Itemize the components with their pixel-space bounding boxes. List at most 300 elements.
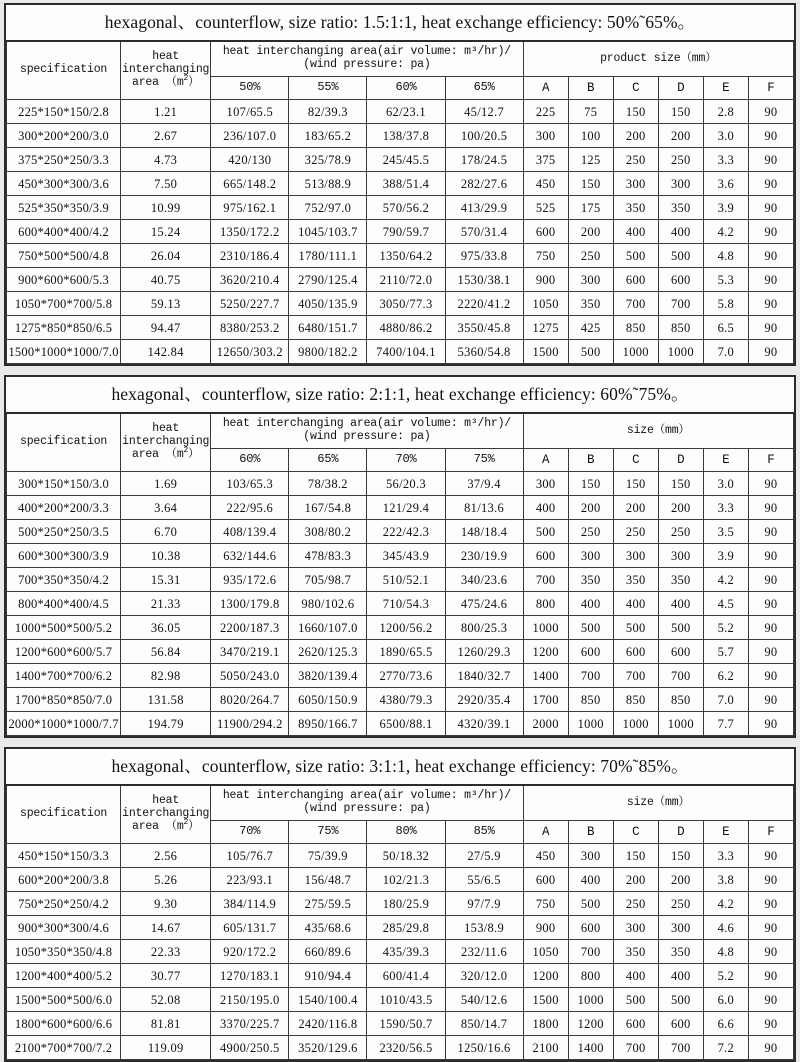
cell-dimension-e: 3.3 [703, 496, 748, 520]
col-header-dimension-c: C [613, 449, 658, 472]
cell-heat-area: 7.50 [121, 172, 211, 196]
table-row [7, 916, 794, 940]
cell-airflow-pressure: 1530/38.1 [445, 268, 523, 292]
cell-dimension-e: 7.2 [703, 1036, 748, 1060]
cell-dimension-c: 250 [613, 892, 658, 916]
cell-dimension-c: 350 [613, 940, 658, 964]
cell-dimension-d: 300 [658, 172, 703, 196]
cell-heat-area: 36.05 [121, 616, 211, 640]
cell-airflow-pressure: 3470/219.1 [211, 640, 289, 664]
cell-dimension-d: 350 [658, 940, 703, 964]
cell-dimension-f: 90 [748, 964, 793, 988]
cell-airflow-pressure: 600/41.4 [367, 964, 445, 988]
heat-area-line2: interchanging [122, 63, 210, 77]
cell-dimension-f: 90 [748, 148, 793, 172]
cell-dimension-c: 700 [613, 292, 658, 316]
cell-dimension-c: 300 [613, 916, 658, 940]
cell-dimension-e: 4.2 [703, 568, 748, 592]
cell-heat-area: 82.98 [121, 664, 211, 688]
col-header-dimension-d: D [658, 77, 703, 100]
cell-specification: 1275*850*850/6.5 [7, 316, 121, 340]
table-2 [6, 377, 794, 736]
table-row [7, 712, 794, 736]
col-header-efficiency: 80% [367, 821, 445, 844]
cell-dimension-d: 600 [658, 268, 703, 292]
cell-specification: 1500*500*500/6.0 [7, 988, 121, 1012]
table-row [7, 664, 794, 688]
cell-airflow-pressure: 1045/103.7 [289, 220, 367, 244]
cell-airflow-pressure: 2220/41.2 [445, 292, 523, 316]
cell-dimension-a: 1500 [523, 340, 568, 364]
cell-dimension-f: 90 [748, 1012, 793, 1036]
cell-dimension-d: 250 [658, 520, 703, 544]
table-row [7, 100, 794, 124]
cell-airflow-pressure: 236/107.0 [211, 124, 289, 148]
col-header-efficiency: 70% [211, 821, 289, 844]
cell-airflow-pressure: 308/80.2 [289, 520, 367, 544]
cell-airflow-pressure: 2150/195.0 [211, 988, 289, 1012]
cell-airflow-pressure: 62/23.1 [367, 100, 445, 124]
cell-dimension-b: 1000 [568, 712, 613, 736]
cell-dimension-d: 850 [658, 688, 703, 712]
cell-dimension-d: 1000 [658, 340, 703, 364]
cell-dimension-f: 90 [748, 844, 793, 868]
group-header-product-size: product size（mm） [523, 41, 793, 77]
airflow-line2: (wind pressure: pa) [303, 802, 431, 815]
cell-dimension-c: 400 [613, 592, 658, 616]
cell-dimension-a: 2100 [523, 1036, 568, 1060]
cell-airflow-pressure: 910/94.4 [289, 964, 367, 988]
cell-dimension-f: 90 [748, 892, 793, 916]
cell-heat-area: 14.67 [121, 916, 211, 940]
table-row [7, 640, 794, 664]
cell-heat-area: 59.13 [121, 292, 211, 316]
cell-airflow-pressure: 1540/100.4 [289, 988, 367, 1012]
cell-airflow-pressure: 282/27.6 [445, 172, 523, 196]
cell-airflow-pressure: 935/172.6 [211, 568, 289, 592]
col-header-efficiency: 50% [211, 77, 289, 100]
airflow-line1: heat interchanging area(air volume: m³/hr)/ [222, 45, 512, 59]
cell-dimension-a: 1000 [523, 616, 568, 640]
cell-dimension-c: 600 [613, 1012, 658, 1036]
cell-dimension-d: 250 [658, 892, 703, 916]
cell-dimension-a: 1200 [523, 640, 568, 664]
table-title: hexagonal、counterflow, size ratio: 3:1:1, heat exchange efficiency: 70%˜85%。 [7, 749, 794, 785]
cell-heat-area: 26.04 [121, 244, 211, 268]
table-row [7, 520, 794, 544]
cell-dimension-c: 150 [613, 472, 658, 496]
cell-airflow-pressure: 605/131.7 [211, 916, 289, 940]
cell-dimension-b: 75 [568, 100, 613, 124]
cell-dimension-f: 90 [748, 496, 793, 520]
cell-airflow-pressure: 1270/183.1 [211, 964, 289, 988]
col-header-efficiency: 55% [289, 77, 367, 100]
cell-dimension-e: 7.7 [703, 712, 748, 736]
cell-airflow-pressure: 920/172.2 [211, 940, 289, 964]
cell-specification: 900*300*300/4.6 [7, 916, 121, 940]
cell-dimension-f: 90 [748, 592, 793, 616]
cell-specification: 450*300*300/3.6 [7, 172, 121, 196]
cell-airflow-pressure: 103/65.3 [211, 472, 289, 496]
cell-airflow-pressure: 705/98.7 [289, 568, 367, 592]
cell-airflow-pressure: 800/25.3 [445, 616, 523, 640]
heat-area-line3: area $(m^2)$ [132, 818, 200, 833]
spec-table-block [4, 747, 796, 1062]
cell-airflow-pressure: 408/139.4 [211, 520, 289, 544]
cell-airflow-pressure: 1250/16.6 [445, 1036, 523, 1060]
cell-dimension-b: 1200 [568, 1012, 613, 1036]
cell-dimension-a: 450 [523, 172, 568, 196]
table-row [7, 868, 794, 892]
cell-airflow-pressure: 413/29.9 [445, 196, 523, 220]
cell-specification: 1200*400*400/5.2 [7, 964, 121, 988]
col-header-specification: specification [7, 41, 121, 100]
cell-dimension-b: 150 [568, 472, 613, 496]
cell-airflow-pressure: 78/38.2 [289, 472, 367, 496]
cell-airflow-pressure: 7400/104.1 [367, 340, 445, 364]
cell-airflow-pressure: 1010/43.5 [367, 988, 445, 1012]
cell-dimension-b: 500 [568, 892, 613, 916]
cell-dimension-e: 7.0 [703, 340, 748, 364]
col-header-efficiency: 85% [445, 821, 523, 844]
cell-specification: 1050*350*350/4.8 [7, 940, 121, 964]
cell-specification: 600*300*300/3.9 [7, 544, 121, 568]
table-row [7, 220, 794, 244]
cell-dimension-d: 1000 [658, 712, 703, 736]
cell-airflow-pressure: 275/59.5 [289, 892, 367, 916]
cell-airflow-pressure: 9800/182.2 [289, 340, 367, 364]
cell-dimension-a: 600 [523, 868, 568, 892]
cell-airflow-pressure: 97/7.9 [445, 892, 523, 916]
cell-airflow-pressure: 384/114.9 [211, 892, 289, 916]
cell-airflow-pressure: 8380/253.2 [211, 316, 289, 340]
table-row [7, 988, 794, 1012]
cell-dimension-b: 800 [568, 964, 613, 988]
cell-dimension-b: 1000 [568, 988, 613, 1012]
cell-airflow-pressure: 510/52.1 [367, 568, 445, 592]
cell-dimension-a: 1700 [523, 688, 568, 712]
cell-airflow-pressure: 2420/116.8 [289, 1012, 367, 1036]
cell-airflow-pressure: 81/13.6 [445, 496, 523, 520]
cell-dimension-a: 900 [523, 268, 568, 292]
table-row [7, 124, 794, 148]
cell-specification: 1400*700*700/6.2 [7, 664, 121, 688]
cell-airflow-pressure: 50/18.32 [367, 844, 445, 868]
col-header-efficiency: 60% [211, 449, 289, 472]
cell-dimension-d: 150 [658, 100, 703, 124]
cell-dimension-e: 2.8 [703, 100, 748, 124]
cell-dimension-e: 6.2 [703, 664, 748, 688]
cell-dimension-d: 500 [658, 616, 703, 640]
heat-area-line1: heat [152, 422, 180, 436]
cell-heat-area: 5.26 [121, 868, 211, 892]
cell-heat-area: 40.75 [121, 268, 211, 292]
table-row [7, 1036, 794, 1060]
cell-airflow-pressure: 752/97.0 [289, 196, 367, 220]
cell-dimension-e: 6.6 [703, 1012, 748, 1036]
cell-dimension-f: 90 [748, 316, 793, 340]
cell-dimension-f: 90 [748, 940, 793, 964]
cell-heat-area: 4.73 [121, 148, 211, 172]
cell-dimension-b: 150 [568, 172, 613, 196]
airflow-line2: (wind pressure: pa) [303, 58, 431, 71]
cell-airflow-pressure: 6480/151.7 [289, 316, 367, 340]
airflow-line1: heat interchanging area(air volume: m³/hr)/ [222, 417, 512, 431]
cell-specification: 2100*700*700/7.2 [7, 1036, 121, 1060]
cell-dimension-a: 900 [523, 916, 568, 940]
col-header-dimension-d: D [658, 449, 703, 472]
cell-airflow-pressure: 2310/186.4 [211, 244, 289, 268]
cell-dimension-c: 150 [613, 844, 658, 868]
cell-dimension-f: 90 [748, 520, 793, 544]
cell-airflow-pressure: 75/39.9 [289, 844, 367, 868]
cell-airflow-pressure: 82/39.3 [289, 100, 367, 124]
cell-airflow-pressure: 1300/179.8 [211, 592, 289, 616]
cell-dimension-c: 500 [613, 988, 658, 1012]
cell-dimension-b: 200 [568, 496, 613, 520]
cell-airflow-pressure: 570/31.4 [445, 220, 523, 244]
cell-airflow-pressure: 8950/166.7 [289, 712, 367, 736]
cell-dimension-b: 300 [568, 268, 613, 292]
cell-dimension-d: 850 [658, 316, 703, 340]
cell-dimension-c: 350 [613, 568, 658, 592]
group-header-product-size: size（mm） [523, 413, 793, 449]
cell-dimension-f: 90 [748, 868, 793, 892]
cell-dimension-c: 1000 [613, 712, 658, 736]
cell-airflow-pressure: 4050/135.9 [289, 292, 367, 316]
airflow-line2: (wind pressure: pa) [303, 430, 431, 443]
cell-dimension-a: 600 [523, 544, 568, 568]
cell-airflow-pressure: 420/130 [211, 148, 289, 172]
cell-airflow-pressure: 100/20.5 [445, 124, 523, 148]
cell-dimension-c: 200 [613, 496, 658, 520]
cell-airflow-pressure: 1780/111.1 [289, 244, 367, 268]
cell-heat-area: 1.21 [121, 100, 211, 124]
cell-dimension-c: 500 [613, 244, 658, 268]
cell-specification: 1700*850*850/7.0 [7, 688, 121, 712]
col-header-dimension-f: F [748, 449, 793, 472]
cell-airflow-pressure: 1200/56.2 [367, 616, 445, 640]
cell-specification: 800*400*400/4.5 [7, 592, 121, 616]
cell-dimension-d: 200 [658, 496, 703, 520]
cell-airflow-pressure: 27/5.9 [445, 844, 523, 868]
cell-airflow-pressure: 710/54.3 [367, 592, 445, 616]
cell-dimension-d: 400 [658, 964, 703, 988]
cell-airflow-pressure: 121/29.4 [367, 496, 445, 520]
cell-dimension-c: 400 [613, 220, 658, 244]
heat-area-line3: area $(m^2)$ [132, 74, 200, 89]
cell-airflow-pressure: 1350/64.2 [367, 244, 445, 268]
cell-dimension-e: 5.7 [703, 640, 748, 664]
cell-dimension-d: 150 [658, 844, 703, 868]
cell-airflow-pressure: 513/88.9 [289, 172, 367, 196]
cell-dimension-e: 3.9 [703, 196, 748, 220]
cell-dimension-b: 700 [568, 940, 613, 964]
heat-area-line2: interchanging [122, 807, 210, 821]
group-header-product-size: size（mm） [523, 785, 793, 821]
col-header-dimension-d: D [658, 821, 703, 844]
cell-dimension-d: 700 [658, 664, 703, 688]
cell-dimension-c: 600 [613, 640, 658, 664]
cell-specification: 600*200*200/3.8 [7, 868, 121, 892]
cell-specification: 1000*500*500/5.2 [7, 616, 121, 640]
col-header-efficiency: 70% [367, 449, 445, 472]
cell-airflow-pressure: 850/14.7 [445, 1012, 523, 1036]
cell-dimension-a: 700 [523, 568, 568, 592]
table-row [7, 472, 794, 496]
cell-dimension-b: 250 [568, 520, 613, 544]
cell-dimension-f: 90 [748, 196, 793, 220]
col-header-dimension-e: E [703, 821, 748, 844]
cell-heat-area: 10.99 [121, 196, 211, 220]
cell-dimension-a: 525 [523, 196, 568, 220]
cell-dimension-f: 90 [748, 664, 793, 688]
cell-dimension-e: 4.6 [703, 916, 748, 940]
cell-dimension-b: 600 [568, 916, 613, 940]
col-header-efficiency: 75% [289, 821, 367, 844]
cell-airflow-pressure: 435/68.6 [289, 916, 367, 940]
cell-airflow-pressure: 1890/65.5 [367, 640, 445, 664]
table-title: hexagonal、counterflow, size ratio: 2:1:1, heat exchange efficiency: 60%˜75%。 [7, 377, 794, 413]
col-header-heat-interchanging-area [121, 413, 211, 472]
cell-dimension-f: 90 [748, 616, 793, 640]
cell-heat-area: 94.47 [121, 316, 211, 340]
cell-airflow-pressure: 11900/294.2 [211, 712, 289, 736]
cell-heat-area: 52.08 [121, 988, 211, 1012]
cell-dimension-c: 500 [613, 616, 658, 640]
cell-airflow-pressure: 105/76.7 [211, 844, 289, 868]
spec-table-block [4, 375, 796, 738]
cell-dimension-d: 250 [658, 148, 703, 172]
heat-area-line3: area $(m^2)$ [132, 446, 200, 461]
table-3 [6, 749, 794, 1060]
cell-airflow-pressure: 55/6.5 [445, 868, 523, 892]
cell-airflow-pressure: 6050/150.9 [289, 688, 367, 712]
cell-airflow-pressure: 325/78.9 [289, 148, 367, 172]
cell-airflow-pressure: 223/93.1 [211, 868, 289, 892]
cell-airflow-pressure: 5360/54.8 [445, 340, 523, 364]
cell-dimension-c: 600 [613, 268, 658, 292]
cell-dimension-a: 800 [523, 592, 568, 616]
cell-airflow-pressure: 107/65.5 [211, 100, 289, 124]
col-header-efficiency: 65% [445, 77, 523, 100]
table-row [7, 496, 794, 520]
cell-airflow-pressure: 8020/264.7 [211, 688, 289, 712]
col-header-efficiency: 75% [445, 449, 523, 472]
cell-dimension-b: 300 [568, 844, 613, 868]
cell-heat-area: 2.67 [121, 124, 211, 148]
cell-dimension-b: 850 [568, 688, 613, 712]
cell-dimension-a: 450 [523, 844, 568, 868]
heat-area-line2: interchanging [122, 435, 210, 449]
cell-dimension-a: 1400 [523, 664, 568, 688]
col-header-dimension-c: C [613, 77, 658, 100]
cell-dimension-b: 100 [568, 124, 613, 148]
cell-airflow-pressure: 156/48.7 [289, 868, 367, 892]
cell-dimension-c: 200 [613, 868, 658, 892]
table-row [7, 244, 794, 268]
cell-airflow-pressure: 1260/29.3 [445, 640, 523, 664]
cell-specification: 900*600*600/5.3 [7, 268, 121, 292]
heat-area-line1: heat [152, 50, 180, 64]
cell-heat-area: 1.69 [121, 472, 211, 496]
cell-airflow-pressure: 1350/172.2 [211, 220, 289, 244]
cell-specification: 1500*1000*1000/7.0 [7, 340, 121, 364]
cell-dimension-f: 90 [748, 472, 793, 496]
cell-dimension-d: 700 [658, 1036, 703, 1060]
spec-table-block [4, 3, 796, 366]
cell-airflow-pressure: 4320/39.1 [445, 712, 523, 736]
cell-dimension-f: 90 [748, 640, 793, 664]
cell-airflow-pressure: 222/42.3 [367, 520, 445, 544]
cell-airflow-pressure: 153/8.9 [445, 916, 523, 940]
cell-airflow-pressure: 340/23.6 [445, 568, 523, 592]
cell-airflow-pressure: 5250/227.7 [211, 292, 289, 316]
cell-airflow-pressure: 12650/303.2 [211, 340, 289, 364]
cell-dimension-f: 90 [748, 568, 793, 592]
cell-dimension-e: 4.2 [703, 220, 748, 244]
cell-dimension-d: 350 [658, 196, 703, 220]
cell-airflow-pressure: 245/45.5 [367, 148, 445, 172]
cell-specification: 300*150*150/3.0 [7, 472, 121, 496]
cell-dimension-e: 3.3 [703, 844, 748, 868]
cell-airflow-pressure: 980/102.6 [289, 592, 367, 616]
table-row [7, 316, 794, 340]
cell-airflow-pressure: 138/37.8 [367, 124, 445, 148]
cell-dimension-d: 200 [658, 868, 703, 892]
cell-heat-area: 10.38 [121, 544, 211, 568]
cell-dimension-e: 3.8 [703, 868, 748, 892]
cell-airflow-pressure: 45/12.7 [445, 100, 523, 124]
cell-dimension-e: 4.8 [703, 940, 748, 964]
group-header-airflow-pressure [211, 785, 523, 821]
cell-airflow-pressure: 2320/56.5 [367, 1036, 445, 1060]
cell-airflow-pressure: 975/33.8 [445, 244, 523, 268]
cell-dimension-d: 300 [658, 916, 703, 940]
cell-airflow-pressure: 4880/86.2 [367, 316, 445, 340]
cell-dimension-d: 600 [658, 1012, 703, 1036]
cell-dimension-a: 1800 [523, 1012, 568, 1036]
cell-airflow-pressure: 6500/88.1 [367, 712, 445, 736]
col-header-dimension-f: F [748, 821, 793, 844]
cell-airflow-pressure: 4900/250.5 [211, 1036, 289, 1060]
cell-specification: 400*200*200/3.3 [7, 496, 121, 520]
cell-heat-area: 194.79 [121, 712, 211, 736]
cell-dimension-e: 3.6 [703, 172, 748, 196]
col-header-dimension-a: A [523, 77, 568, 100]
cell-airflow-pressure: 56/20.3 [367, 472, 445, 496]
table-row [7, 964, 794, 988]
table-row [7, 940, 794, 964]
cell-dimension-a: 750 [523, 892, 568, 916]
heat-area-line1: heat [152, 794, 180, 808]
cell-dimension-e: 3.9 [703, 544, 748, 568]
cell-dimension-b: 425 [568, 316, 613, 340]
cell-specification: 750*500*500/4.8 [7, 244, 121, 268]
col-header-dimension-f: F [748, 77, 793, 100]
cell-dimension-e: 7.0 [703, 688, 748, 712]
table-row [7, 688, 794, 712]
cell-dimension-b: 700 [568, 664, 613, 688]
group-header-airflow-pressure [211, 413, 523, 449]
cell-dimension-c: 250 [613, 520, 658, 544]
cell-specification: 600*400*400/4.2 [7, 220, 121, 244]
cell-dimension-e: 3.3 [703, 148, 748, 172]
cell-dimension-f: 90 [748, 100, 793, 124]
cell-dimension-f: 90 [748, 292, 793, 316]
cell-specification: 700*350*350/4.2 [7, 568, 121, 592]
cell-dimension-e: 6.5 [703, 316, 748, 340]
